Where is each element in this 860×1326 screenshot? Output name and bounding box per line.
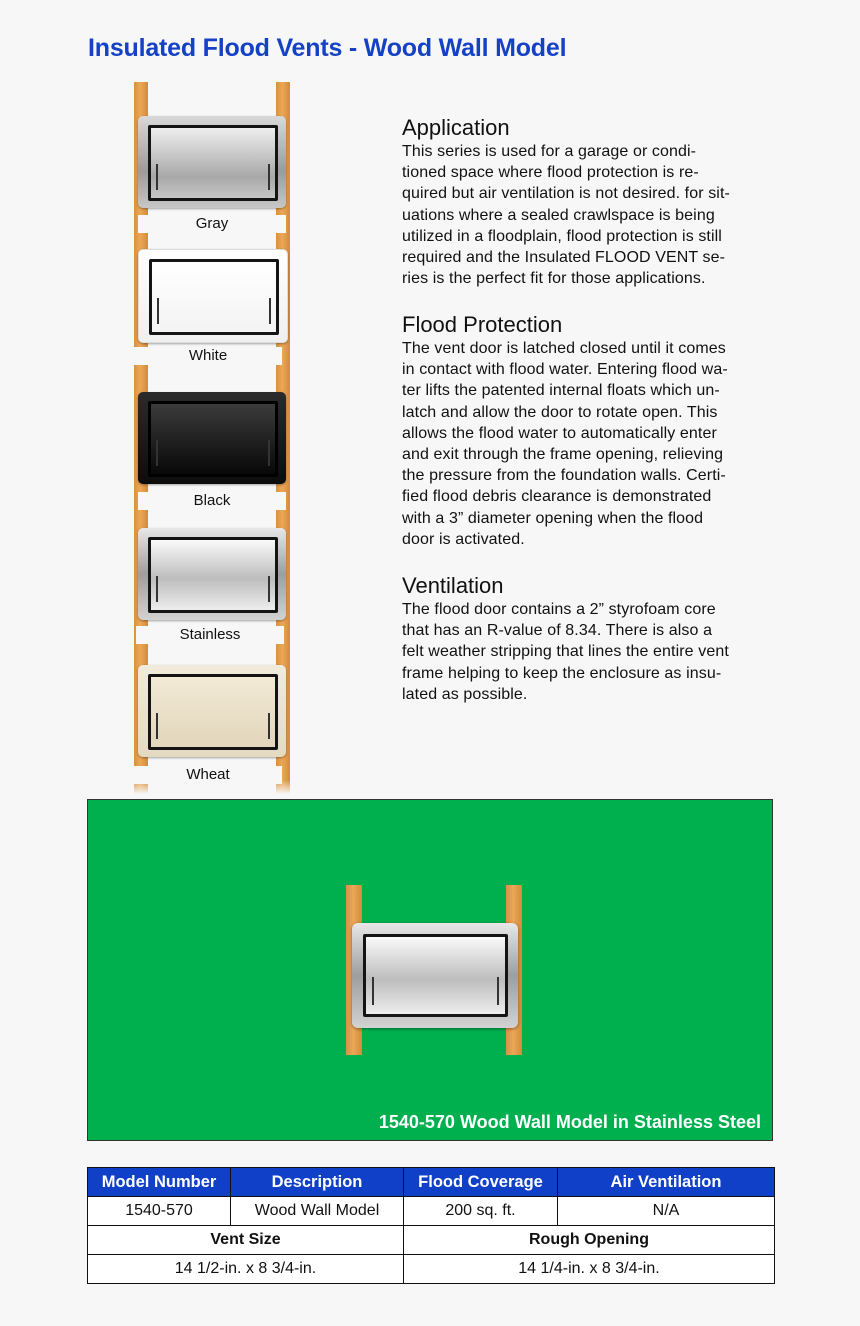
vent-label-white: White [134, 347, 282, 365]
ventilation-section [402, 573, 774, 705]
vent-color-column [134, 82, 290, 794]
header-air-ventilation: Air Ventilation [558, 1168, 775, 1197]
vent-label-wheat: Wheat [134, 766, 282, 784]
vent-image-stainless [138, 528, 286, 620]
table-subheader-row [88, 1226, 775, 1255]
cell-model-number: 1540-570 [88, 1197, 231, 1226]
flood-protection-body: The vent door is latched closed until it comes in contact with flood water. Entering flood wa- ter lifts the patented internal floats which un- latch and allow the door to rotate open. This allows the flood water to automatically enter and exit through the frame opening, relieving the pressure from the foundation walls. Certi- fied flood debris clearance is demonstrated with a 3” diameter opening when the flood door is activated. [402, 340, 728, 548]
vent-label-gray: Gray [138, 215, 286, 233]
spec-table [87, 1167, 775, 1284]
showcase-caption: 1540-570 Wood Wall Model in Stainless Steel [378, 1112, 761, 1132]
ventilation-heading: Ventilation [402, 573, 504, 598]
table-header-row [88, 1168, 775, 1197]
cell-vent-size: 14 1/2-in. x 8 3/4-in. [88, 1255, 404, 1284]
header-model-number: Model Number [88, 1168, 231, 1197]
flood-protection-heading: Flood Protection [402, 312, 563, 337]
header-description: Description [231, 1168, 404, 1197]
application-section [402, 115, 774, 289]
cell-air-ventilation: N/A [558, 1197, 775, 1226]
vent-label-black: Black [138, 492, 286, 510]
showcase-vent-image [352, 923, 518, 1028]
subheader-rough-opening: Rough Opening [404, 1226, 775, 1255]
cell-description: Wood Wall Model [231, 1197, 404, 1226]
header-flood-coverage: Flood Coverage [404, 1168, 558, 1197]
cell-flood-coverage: 200 sq. ft. [404, 1197, 558, 1226]
cell-rough-opening: 14 1/4-in. x 8 3/4-in. [404, 1255, 775, 1284]
vent-image-wheat [138, 665, 286, 757]
vent-image-gray [138, 116, 286, 208]
table-row [88, 1255, 775, 1284]
page-title: Insulated Flood Vents - Wood Wall Model [88, 34, 567, 62]
table-row [88, 1197, 775, 1226]
application-heading: Application [402, 115, 510, 140]
ventilation-body: The flood door contains a 2” styrofoam core that has an R-value of 8.34. There is also a felt weather stripping that lines the entire vent frame helping to keep the enclosure as insu- lated as possible. [402, 601, 729, 703]
vent-image-white [138, 249, 288, 343]
vent-image-black [138, 392, 286, 484]
vent-label-stainless: Stainless [136, 626, 284, 644]
flood-protection-section [402, 312, 774, 550]
product-showcase [87, 799, 773, 1141]
application-body: This series is used for a garage or condi- tioned space where flood protection is re- quired but air ventilation is not desired. for sit- uations where a sealed crawlspace is being utilized in a floodplain, flood protection is still required and the Insulated FLOOD VENT se- ries is the perfect fit for those applications. [402, 143, 730, 288]
subheader-vent-size: Vent Size [88, 1226, 404, 1255]
